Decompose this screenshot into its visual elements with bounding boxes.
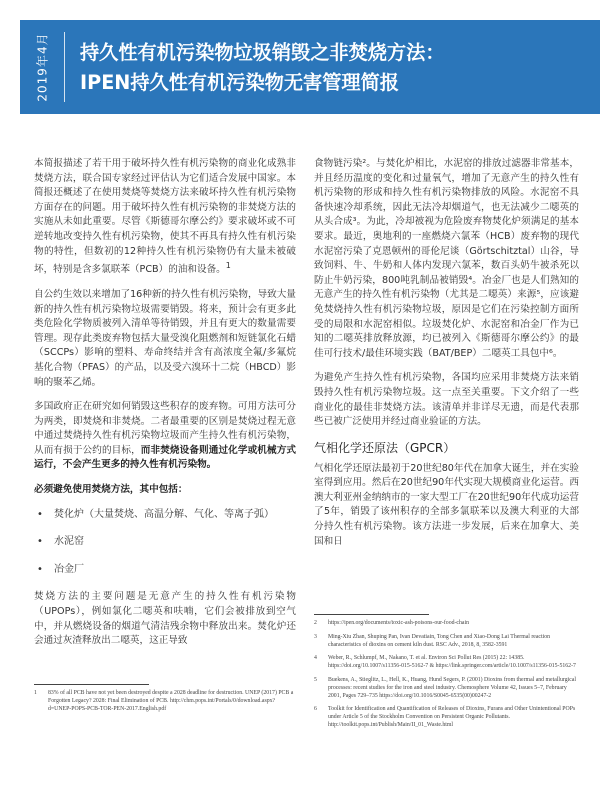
avoid-list-intro: 必须避免使用焚烧方法，其中包括： <box>34 484 188 496</box>
list-item: • 焚化炉（大量焚烧、高温分解、气化、等离子弧） <box>34 508 296 523</box>
footnote-text: Buekens, A., Stieglitz, L., Hell, K., Huang, Hund Segers, P. (2001) Dioxins from thermal and metallurgical processes: recent studies for the iron and steel industry. Chemosphere Volume 42, Issues 5–7, February 2001, Pages 729–735 https://doi.org/10.1016/S0045-6535(00)00247-2 <box>328 676 576 699</box>
footnote <box>314 634 579 650</box>
intro-text: 本简报描述了若干用于破坏持久性有机污染物的商业化成熟非焚烧方法，联合国专家经过评估认为它们适合发展中国家。本简报还概述了在使用焚烧等焚烧方法来破坏持久性有机污染物方面存在的问题。用于破坏持久性有机污染物的非焚烧方法的实施从未如此重要。尽管《斯德哥尔摩公约》要求破坏或不可逆转地改变持久性有机污染物，使其不再具有持久性有机污染物的特性，但数初的12种持久性有机污染物仍有大量未被破坏，特别是含多氯联苯（PCB）的油和设备。 <box>34 158 296 276</box>
methods-text: 多国政府正在研究如何销毁这些积存的废弃物。可用方法可分为两类，即焚烧和非焚烧。二者最重要的区别是焚烧过程无意中通过焚烧持久性有机污染物垃圾而产生持久性有机污染物，从而有损于公约的目标， <box>34 401 296 456</box>
footnote <box>314 677 579 700</box>
footnotes-right <box>314 620 579 736</box>
footnote <box>314 620 579 628</box>
footnote-text: Toolkit for Identification and Quantification of Releases of Dioxins, Furans and Other Unintentional POPs under Article 5 of the Stockholm Convention on Persistent Organic Pollutants. http://toolkit.pops.int/Publish/Main/II_01_Waste.html <box>328 706 576 728</box>
footnote-number: 3 <box>314 633 317 640</box>
avoid-list <box>34 508 296 578</box>
gpcr-paragraph: 气相化学还原法最初于20世纪80年代在加拿大诞生，并在实验室得到应用。然后在20世纪90年代实现大规模商业化运营。西澳大利亚州金纳纳市的一家大型工厂在20世纪90年代成功运营了5年，销毁了该州积存的全部多氯联苯以及澳大利亚的大部分持久性有机污染物。该方法进一步发展，后来在加拿大、美国和日 <box>314 462 579 547</box>
publication-date: 2019年4月 <box>35 32 50 102</box>
non-combustion-paragraph: 为避免产生持久性有机污染物，各国均应采用非焚烧方法来销毁持久性有机污染物垃圾。这一点至关重要。下文介绍了一些商业化的最佳非焚烧方法。该清单并非详尽无遗，而是代表那些已被广泛使用并经过商业验证的方法。 <box>314 372 579 428</box>
header-divider <box>64 32 65 102</box>
footnote-ref-1: 1 <box>225 261 231 271</box>
footnote-divider-left <box>34 684 149 685</box>
footnote-text: 83% of all PCB have not yet been destroyed despite a 2028 deadline for destruction. UNEP (2017) PCB a Forgotten Legacy? 2028: Final Elimination of PCB. http://chm.pops.int/Portals/0/download.aspx?d=UNEP-POPS-PCB-TOR-PEN-2017.English.pdf <box>48 690 294 712</box>
left-column <box>34 157 296 659</box>
list-item: • 冶金厂 <box>34 563 296 578</box>
section-heading-gpcr: 气相化学还原法（GPCR） <box>314 440 456 455</box>
footnote-text: Weber, R., Schlumpf, M., Nakano, T. et al. Environ Sci Pollut Res (2015) 22: 14385. https://doi.org/10.1007/s11356-015-5162-7 & https://link.springer.com/article/10.1007/s11356-015-5162-7 <box>328 655 576 670</box>
intro-paragraph <box>34 157 296 278</box>
non-combustion-emphasis: 而非焚烧设备则通过化学或机械方式运行，不会产生更多的持久性有机污染物。 <box>34 444 297 471</box>
footnote-number: 2 <box>314 620 317 626</box>
cement-kiln-paragraph: 食物链污染²。与焚化炉相比，水泥窑的排放过滤器非常基本，并且经历温度的变化和过量氧气，增加了无意产生的持久性有机污染物的形成和持久性有机污染物排放的风险。水泥窑不具备快速冷却系统，因此无法冷却烟道气，也无法减少二噁英的从头合成³。为此，冷却被视为危险废弃物焚化炉须满足的基本要求。最近，奥地利的一座燃烧六氯苯（HCB）废弃物的现代水泥窑污染了克恩顿州的哥伦尼谈（Görtschitztal）山谷，导致饲料、牛、牛奶和人体内发现六氯苯，数百头奶牛被杀死以防止牛奶污染，800吨乳制品被销毁⁴。冶金厂也是人们熟知的无意产生的持久性有机污染物（尤其是二噁英）来源⁵，应该避免焚烧持久性有机污染物垃圾，原因是它们在污染控制方面所受的局限和水泥窑相似。垃圾焚化炉、水泥窑和冶金厂作为已知的二噁英排放释放源，均已被列入《斯德哥尔摩公约》的最佳可行技术/最佳环境实践（BAT/BEP）二噁英工具包中⁶。 <box>314 158 579 359</box>
footnote-number: 6 <box>314 706 317 713</box>
footnote-divider-right <box>314 614 429 615</box>
footnote-number: 5 <box>314 676 317 683</box>
new-pops-paragraph: 自公约生效以来增加了16种新的持久性有机污染物，导致大量新的持久性有机污染物垃圾需要销毁。将来，预计会有更多此类危险化学物质被列入清单等待销毁，并且有更大的数量需要管理。现存此类废弃物包括大量受溴化阻燃剂和短链氯化石蜡（SCCPs）影响的塑料、寿命终结并含有高浓度全氟/多氟烷基化合物（PFAS）的产品，以及受六溴环十二烷（HBCD）影响的聚苯乙烯。 <box>34 288 296 388</box>
page-title <box>80 38 592 98</box>
footnote-number: 1 <box>34 690 37 696</box>
footnote <box>314 655 579 671</box>
footnote-number: 4 <box>314 655 317 662</box>
list-item: • 水泥窑 <box>34 535 296 550</box>
right-column <box>314 157 579 559</box>
upops-paragraph: 焚烧方法的主要问题是无意产生的持久性有机污染物（UPOPs），例如氯化二噁英和呋喃，它们会被排放到空气中，并从燃烧设备的烟道气清洁残余物中释放出来。焚化炉还会通过灰渣释放出二噁英，这正导致 <box>34 591 296 647</box>
footnote-link[interactable]: https://ipen.org/documents/toxic-ash-poisons-our-food-chain <box>328 620 469 626</box>
footnotes-left <box>34 690 296 719</box>
footnote <box>314 706 579 729</box>
title-line-1: 持久性有机污染物垃圾销毁之非焚烧方法： <box>80 41 445 64</box>
footnote-text: Ming-Xiu Zhan, Shuping Pan, Ivan Devatiain, Tong Chen and Xiao-Dong Lai Thermal reaction characteristics of dioxins on cement kiln dust. RSC Adv., 2018, 8, 3582-3591 <box>328 633 551 648</box>
footnote <box>34 690 296 713</box>
methods-paragraph <box>34 400 296 473</box>
title-line-2: IPEN持久性有机污染物无害管理简报 <box>80 71 399 94</box>
